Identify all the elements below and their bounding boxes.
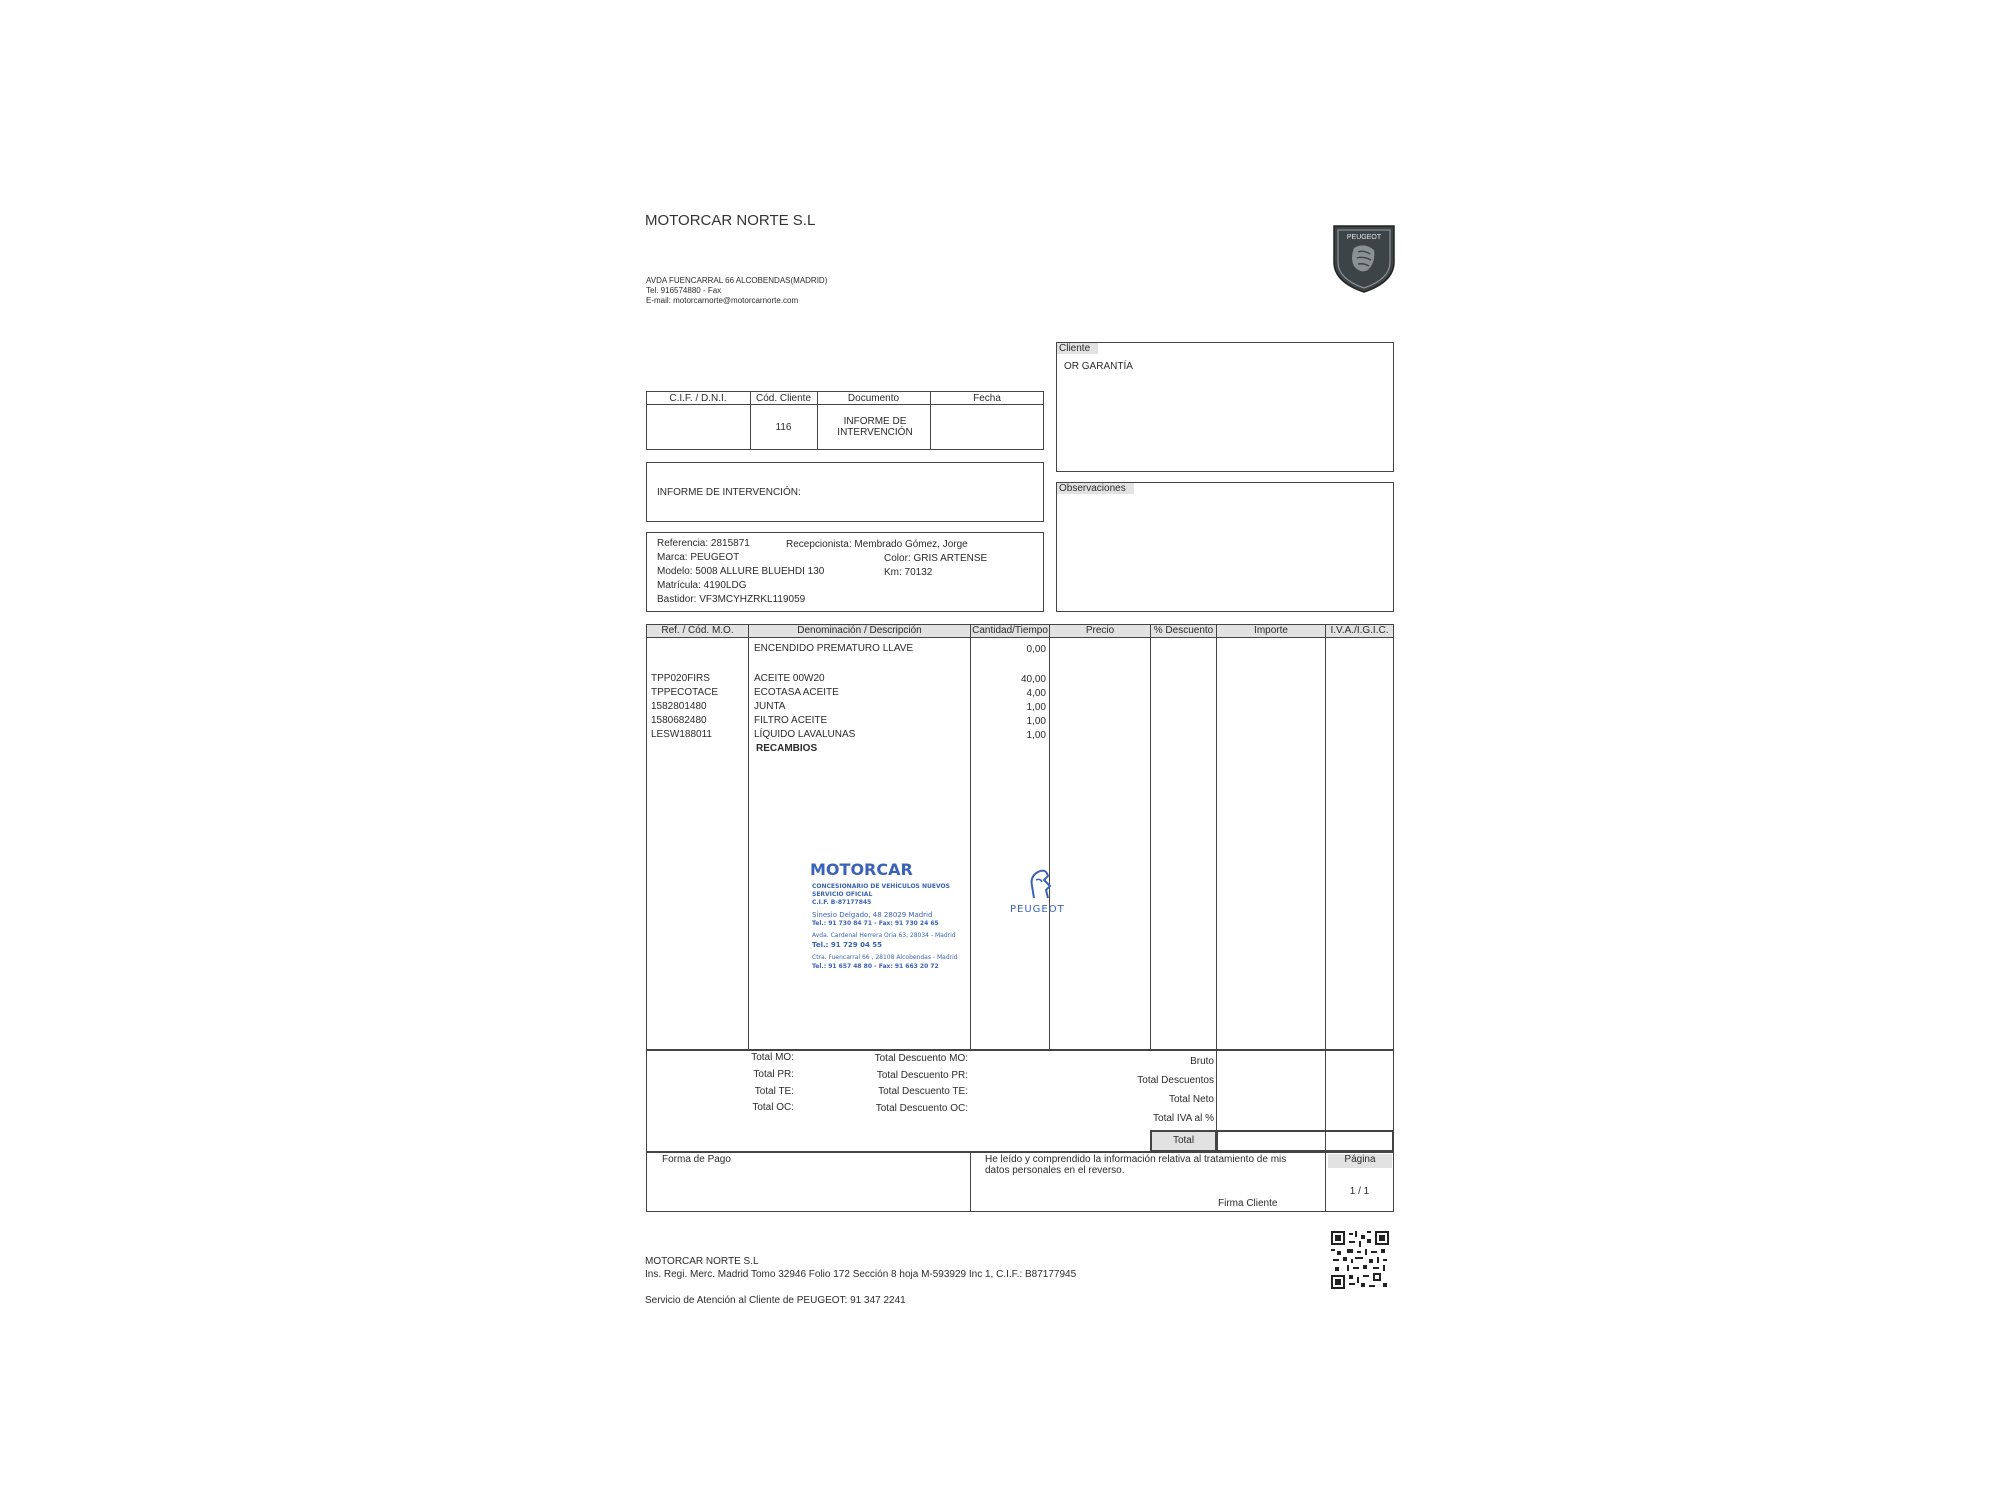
- stamp-line9: Tel.: 91 657 48 80 - Fax: 91 663 20 72: [812, 963, 939, 970]
- col-iva: I.V.A./I.G.I.C.: [1326, 625, 1393, 637]
- peugeot-badge-logo: [1330, 222, 1398, 294]
- row-3-ref: 1582801480: [651, 701, 707, 712]
- total-neto: Total Neto: [1168, 1094, 1214, 1105]
- company-phone: Tel. 916574880 - Fax: [646, 286, 722, 295]
- row-1-desc: ACEITE 00W20: [754, 673, 825, 684]
- total-descuento-pr: Total Descuento PR:: [876, 1070, 968, 1081]
- header-documento: Documento: [847, 393, 900, 404]
- cliente-value: OR GARANTÍA: [1064, 361, 1133, 372]
- value-documento: INFORME DE INTERVENCIÓN: [837, 416, 913, 438]
- header-fecha: Fecha: [973, 393, 1001, 404]
- row-1-qty: 40,00: [1020, 674, 1046, 685]
- legal-service: Servicio de Atención al Cliente de PEUGEOT: 91 347 2241: [645, 1295, 906, 1306]
- row-5-ref: LESW188011: [651, 729, 712, 740]
- legal-company: MOTORCAR NORTE S.L: [645, 1256, 759, 1267]
- stamp-title: MOTORCAR: [810, 860, 913, 879]
- stamp-line2: SERVICIO OFICIAL: [812, 891, 873, 898]
- stamp-line1: CONCESIONARIO DE VEHÍCULOS NUEVOS: [812, 883, 950, 890]
- total-descuento-oc: Total Descuento OC:: [875, 1103, 968, 1114]
- row-4-qty: 1,00: [1026, 716, 1046, 727]
- vehicle-km: Km: 70132: [884, 567, 933, 578]
- informe-title: INFORME DE INTERVENCIÓN:: [657, 487, 801, 498]
- privacy-notice: He leído y comprendido la información relativa al tratamiento de mis datos personales en el reverso.: [985, 1154, 1287, 1176]
- row-2-qty: 4,00: [1026, 688, 1046, 699]
- col-descripcion: Denominación / Descripción: [749, 625, 970, 637]
- vehicle-modelo: Modelo: 5008 ALLURE BLUEHDI 130: [657, 566, 825, 577]
- qr-code: [1331, 1231, 1389, 1289]
- row-5-desc: LÍQUIDO LAVALUNAS: [754, 729, 856, 740]
- vehicle-color: Color: GRIS ARTENSE: [884, 553, 988, 564]
- row-5-qty: 1,00: [1026, 730, 1046, 741]
- value-cod-cliente: 116: [775, 422, 792, 433]
- pagina-label: Página: [1328, 1154, 1392, 1168]
- stamp-lion-icon: [1020, 866, 1060, 902]
- col-descuento: % Descuento: [1151, 625, 1216, 637]
- total-descuento-te: Total Descuento TE:: [878, 1086, 968, 1097]
- stamp-line3: C.I.F. B-87177845: [812, 899, 872, 906]
- total-mo: Total MO:: [751, 1052, 794, 1063]
- company-name: MOTORCAR NORTE S.L: [645, 212, 816, 229]
- total-iva: Total IVA al %: [1153, 1113, 1214, 1124]
- row-3-desc: JUNTA: [754, 701, 786, 712]
- vehicle-recepcionista: Recepcionista: Membrado Gómez, Jorge: [786, 539, 968, 550]
- total-oc: Total OC:: [752, 1102, 794, 1113]
- company-email: E-mail: motorcarnorte@motorcarnorte.com: [646, 296, 799, 305]
- stamp-line6: Avda. Cardenal Herrera Oria 63, 28034 - Madrid: [812, 932, 956, 939]
- total-label: Total: [1172, 1135, 1195, 1146]
- stamp-line8: Ctra. Fuencarral 66 , 28108 Alcobendas - Madrid: [812, 954, 958, 961]
- observaciones-box: [1056, 482, 1394, 612]
- header-cif: C.I.F. / D.N.I.: [669, 393, 727, 404]
- vehicle-referencia: Referencia: 2815871: [657, 538, 750, 549]
- company-address: AVDA FUENCARRAL 66 ALCOBENDAS(MADRID): [646, 276, 828, 285]
- section-recambios: RECAMBIOS: [756, 743, 818, 754]
- col-ref: Ref. / Cód. M.O.: [647, 625, 748, 637]
- stamp-line7: Tel.: 91 729 04 55: [812, 941, 883, 949]
- total-te: Total TE:: [754, 1086, 794, 1097]
- col-precio: Precio: [1050, 625, 1150, 637]
- stamp-brand: PEUGEOT: [1010, 904, 1065, 915]
- total-descuento-mo: Total Descuento MO:: [874, 1053, 968, 1064]
- vehicle-marca: Marca: PEUGEOT: [657, 552, 740, 563]
- col-cantidad: Cantidad/Tiempo: [972, 625, 1048, 636]
- pagina-value: 1 / 1: [1349, 1186, 1370, 1197]
- row-1-ref: TPP020FIRS: [651, 673, 710, 684]
- observaciones-label: Observaciones: [1057, 483, 1134, 494]
- row-4-ref: 1580682480: [651, 715, 707, 726]
- col-importe: Importe: [1217, 625, 1325, 637]
- vehicle-bastidor: Bastidor: VF3MCYHZRKL119059: [657, 594, 806, 605]
- row-2-ref: TPPECOTACE: [651, 687, 719, 698]
- vehicle-matricula: Matrícula: 4190LDG: [657, 580, 747, 591]
- row-4-desc: FILTRO ACEITE: [754, 715, 828, 726]
- row-3-qty: 1,00: [1026, 702, 1046, 713]
- svg-text:PEUGEOT: PEUGEOT: [1346, 234, 1382, 241]
- total-value-box: [1216, 1130, 1394, 1152]
- forma-de-pago: Forma de Pago: [662, 1154, 731, 1165]
- firma-cliente: Firma Cliente: [1218, 1198, 1278, 1209]
- cliente-label: Cliente: [1057, 343, 1098, 354]
- total-pr: Total PR:: [753, 1069, 794, 1080]
- total-descuentos: Total Descuentos: [1137, 1075, 1214, 1086]
- header-cod-cliente: Cód. Cliente: [755, 393, 812, 404]
- stamp-line4: Sinesio Delgado, 48 28029 Madrid: [812, 911, 933, 919]
- total-bruto: Bruto: [1190, 1056, 1214, 1067]
- stamp-line5: Tel.: 91 730 84 71 - Fax: 91 730 24 65: [812, 920, 939, 927]
- row-2-desc: ECOTASA ACEITE: [754, 687, 839, 698]
- row-0-desc: ENCENDIDO PREMATURO LLAVE: [754, 643, 914, 654]
- legal-registry: Ins. Regi. Merc. Madrid Tomo 32946 Folio 172 Sección 8 hoja M-593929 Inc 1, C.I.F.: B87177945: [645, 1269, 1077, 1280]
- row-0-qty: 0,00: [1026, 644, 1046, 655]
